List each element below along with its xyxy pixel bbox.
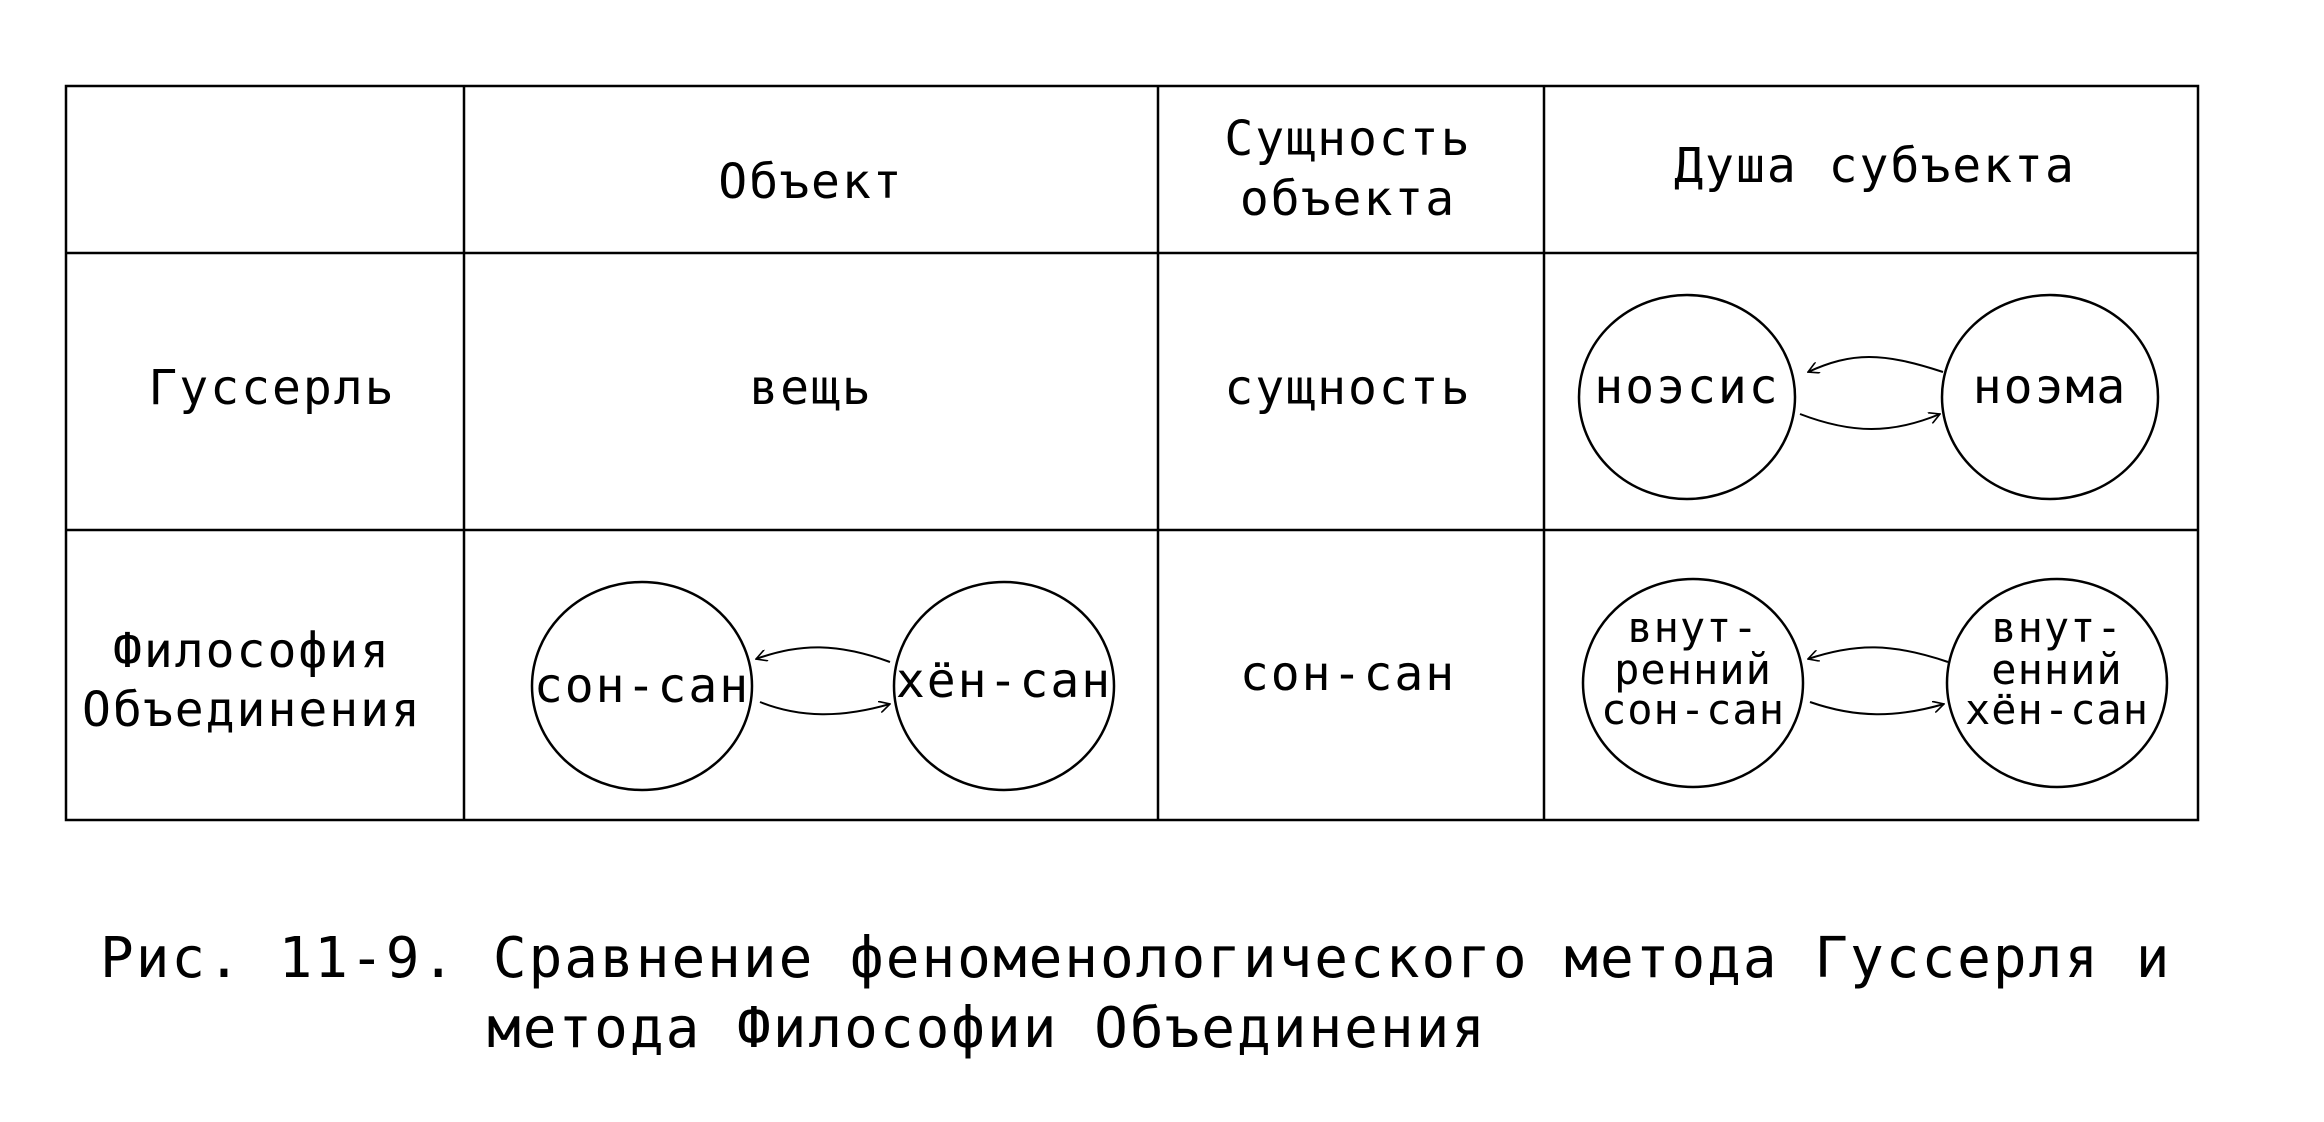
header-soul: Душа субъекта <box>1674 138 2076 194</box>
arrow-to-hyonsan <box>760 702 890 714</box>
inner-sonsan-line1: внут- <box>1627 603 1759 652</box>
inner-soul-cycle <box>1583 579 2167 787</box>
husserl-label: Гуссерль <box>148 360 396 416</box>
hyonsan-label: хён-сан <box>895 653 1113 709</box>
husserl-essence: сущность <box>1224 360 1472 416</box>
sonsan-label: сон-сан <box>533 658 751 714</box>
arrow-to-inner-sonsan <box>1808 647 1948 662</box>
row-husserl <box>148 360 1471 416</box>
object-cycle <box>532 582 1114 790</box>
inner-hyonsan-line1: внут- <box>1991 603 2123 652</box>
noesis-label: ноэсис <box>1594 359 1780 415</box>
header-essence-line2: объекта <box>1239 171 1457 227</box>
noema-label: ноэма <box>1972 359 2128 415</box>
inner-hyonsan-line2: енний <box>1991 645 2123 694</box>
arrow-to-noema <box>1800 414 1940 429</box>
unification-label-line1: Философия <box>112 623 392 679</box>
figure-caption-line2: метода Философии Объединения <box>487 996 1488 1061</box>
header-row <box>718 111 2076 227</box>
unification-label-line2: Объединения <box>82 682 422 738</box>
header-object: Объект <box>718 154 904 210</box>
arrow-to-noesis <box>1808 357 1943 372</box>
inner-sonsan-line2: ренний <box>1614 645 1772 694</box>
row-unification <box>82 623 1456 738</box>
inner-hyonsan-line3: хён-сан <box>1964 685 2150 734</box>
arrow-to-inner-hyonsan <box>1810 702 1944 714</box>
husserl-object: вещь <box>749 360 873 416</box>
husserl-soul-cycle <box>1579 295 2158 499</box>
header-essence-line1: Сущность <box>1224 111 1472 167</box>
inner-sonsan-line3: сон-сан <box>1600 685 1786 734</box>
unification-essence: сон-сан <box>1239 646 1457 702</box>
figure-caption-line1: Рис. 11-9. Сравнение феноменологического метода Гуссерля и <box>100 926 2172 991</box>
arrow-to-sonsan <box>756 647 890 662</box>
